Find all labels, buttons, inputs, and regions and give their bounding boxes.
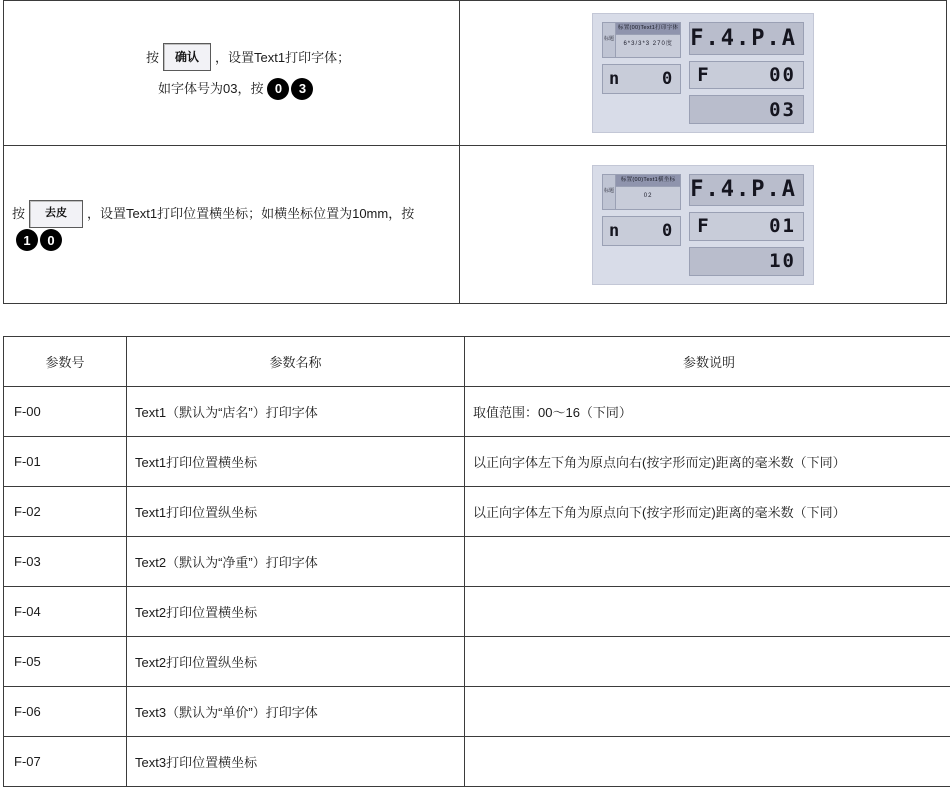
cell-param-name: Text1打印位置纵坐标 bbox=[127, 487, 465, 537]
table-row bbox=[4, 387, 950, 437]
confirm-key[interactable]: 确认 bbox=[163, 43, 211, 71]
device-right-2 bbox=[689, 174, 804, 276]
instruction-text-cell-2 bbox=[4, 146, 460, 304]
device-big-value-2: F.4.P.A bbox=[690, 177, 797, 203]
instruction-line-1a bbox=[18, 42, 445, 73]
device-big-lcd-1 bbox=[689, 22, 804, 55]
cell-param-name: Text3（默认为“单价”）打印字体 bbox=[127, 687, 465, 737]
device-title-bar-1: 标置(00)Text1打印字体 bbox=[616, 23, 680, 35]
device-cell-2 bbox=[460, 146, 947, 304]
instruction-1b-pre: 如字体号为03，按 bbox=[158, 81, 264, 96]
instruction-row-2 bbox=[4, 146, 947, 304]
header-param-number: 参数号 bbox=[4, 337, 127, 387]
tare-key[interactable]: 去皮 bbox=[29, 200, 83, 228]
cell-param-desc bbox=[465, 637, 950, 687]
table-row bbox=[4, 437, 950, 487]
numeric-key-0-b[interactable]: 0 bbox=[40, 229, 62, 251]
instruction-2a-post: ，设置Text1打印位置横坐标；如横坐标位置为10mm，按 bbox=[87, 205, 415, 221]
device-title-lcd-1 bbox=[602, 22, 681, 58]
table-row bbox=[4, 487, 950, 537]
device-bottom-lcd-1 bbox=[689, 95, 804, 124]
cell-param-desc bbox=[465, 537, 950, 587]
cell-param-name: Text1（默认为“店名”）打印字体 bbox=[127, 387, 465, 437]
instruction-row-1 bbox=[4, 1, 947, 146]
cell-param-name: Text2打印位置横坐标 bbox=[127, 587, 465, 637]
instruction-1a-pre: 按 bbox=[146, 49, 160, 65]
device-small-left-2: ո bbox=[609, 220, 622, 241]
device-big-value-1: F.4.P.A bbox=[690, 25, 797, 51]
numeric-key-group-1 bbox=[266, 78, 314, 100]
cell-param-desc: 以正向字体左下角为原点向下(按字形而定)距离的毫米数（下同） bbox=[465, 487, 950, 537]
cell-param-number: F-06 bbox=[4, 687, 127, 737]
device-small-left-1: ո bbox=[609, 69, 622, 89]
instruction-inner-1 bbox=[4, 42, 459, 104]
header-param-desc: 参数说明 bbox=[465, 337, 950, 387]
header-param-name: 参数名称 bbox=[127, 337, 465, 387]
cell-param-number: F-05 bbox=[4, 637, 127, 687]
numeric-key-0[interactable]: 0 bbox=[267, 78, 289, 100]
cell-param-desc bbox=[465, 737, 950, 787]
device-mid-left-1: F bbox=[697, 63, 711, 86]
cell-param-number: F-01 bbox=[4, 437, 127, 487]
cell-param-desc bbox=[465, 587, 950, 637]
device-title-lcd-2 bbox=[602, 174, 681, 210]
device-left-1 bbox=[602, 22, 681, 124]
device-small-right-2: 0 bbox=[662, 220, 675, 241]
device-cell-1 bbox=[460, 1, 947, 146]
parameter-table-header-row bbox=[4, 337, 950, 387]
device-mid-lcd-1 bbox=[689, 61, 804, 90]
device-big-lcd-2 bbox=[689, 174, 804, 207]
device-small-lcd-1 bbox=[602, 64, 681, 94]
device-mid-right-2: 01 bbox=[769, 215, 796, 238]
instruction-line-1b bbox=[18, 73, 445, 104]
cell-param-desc: 以正向字体左下角为原点向右(按字形而定)距离的毫米数（下同） bbox=[465, 437, 950, 487]
table-row bbox=[4, 737, 950, 787]
cell-param-name: Text2打印位置纵坐标 bbox=[127, 637, 465, 687]
cell-param-desc: 取值范围：00～16（下同） bbox=[465, 387, 950, 437]
instruction-2a-pre: 按 bbox=[12, 205, 26, 221]
numeric-key-group-2 bbox=[15, 229, 63, 251]
cell-param-number: F-04 bbox=[4, 587, 127, 637]
numeric-key-3[interactable]: 3 bbox=[291, 78, 313, 100]
instruction-line-2a bbox=[12, 198, 451, 251]
cell-param-number: F-03 bbox=[4, 537, 127, 587]
numeric-key-1[interactable]: 1 bbox=[16, 229, 38, 251]
instruction-1a-post: ，设置Text1打印字体； bbox=[215, 49, 351, 65]
device-left-2 bbox=[602, 174, 681, 276]
device-bottom-value-2: 10 bbox=[769, 250, 796, 273]
table-row bbox=[4, 587, 950, 637]
device-side-label-1: 标题 bbox=[603, 23, 616, 57]
cell-param-name: Text3打印位置横坐标 bbox=[127, 737, 465, 787]
cell-param-desc bbox=[465, 687, 950, 737]
device-display-2 bbox=[592, 165, 814, 285]
device-title-sub-2: 02 bbox=[643, 192, 653, 199]
device-bottom-lcd-2 bbox=[689, 247, 804, 276]
cell-param-name: Text1打印位置横坐标 bbox=[127, 437, 465, 487]
device-right-1 bbox=[689, 22, 804, 124]
instruction-table bbox=[3, 0, 947, 304]
parameter-table-wrapper bbox=[0, 336, 950, 787]
device-small-right-1: 0 bbox=[662, 69, 675, 89]
cell-param-number: F-02 bbox=[4, 487, 127, 537]
device-title-bar-2: 标置(00)Text1横坐标 bbox=[616, 175, 680, 187]
instruction-inner-2 bbox=[4, 198, 459, 251]
device-side-label-2: 标题 bbox=[603, 175, 616, 209]
cell-param-number: F-07 bbox=[4, 737, 127, 787]
device-mid-lcd-2 bbox=[689, 212, 804, 241]
device-mid-right-1: 00 bbox=[769, 63, 796, 86]
cell-param-name: Text2（默认为“净重”）打印字体 bbox=[127, 537, 465, 587]
device-title-body-1 bbox=[616, 23, 680, 57]
device-title-sub-1: 6*3/3*3 270度 bbox=[623, 41, 673, 47]
device-title-body-2 bbox=[616, 175, 680, 209]
table-row bbox=[4, 537, 950, 587]
table-row bbox=[4, 637, 950, 687]
cell-param-number: F-00 bbox=[4, 387, 127, 437]
table-row bbox=[4, 687, 950, 737]
device-bottom-value-1: 03 bbox=[769, 98, 796, 121]
parameter-table bbox=[3, 336, 950, 787]
device-display-1 bbox=[592, 13, 814, 133]
device-small-lcd-2 bbox=[602, 216, 681, 246]
device-mid-left-2: F bbox=[697, 215, 711, 238]
instruction-text-cell-1 bbox=[4, 1, 460, 146]
